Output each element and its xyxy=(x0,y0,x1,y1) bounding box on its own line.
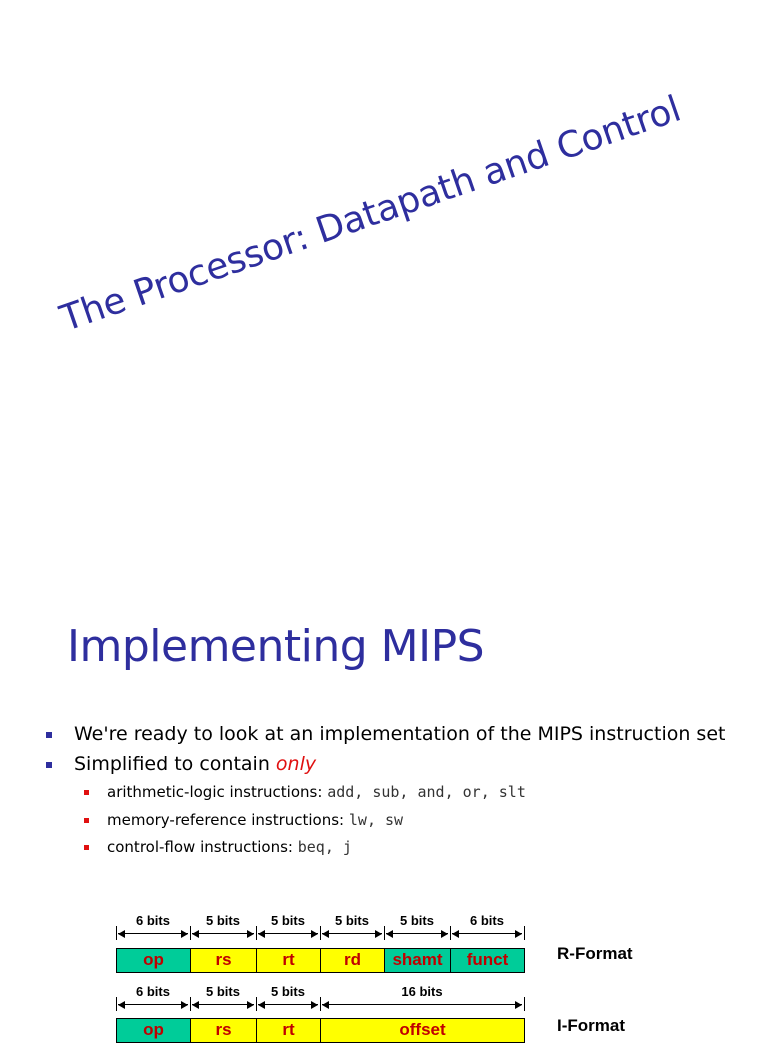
bit-width-label: 6 bits xyxy=(470,913,504,928)
bit-width-label: 5 bits xyxy=(335,913,369,928)
tick-mark xyxy=(450,926,451,940)
tick-mark xyxy=(116,926,117,940)
slide-heading: Implementing MIPS xyxy=(67,621,485,672)
span-arrow xyxy=(386,928,448,940)
span-arrow xyxy=(118,999,188,1011)
field-rd: rd xyxy=(320,948,385,973)
bullet-text: Simplified to contain xyxy=(74,753,276,775)
bit-width-label: 5 bits xyxy=(206,984,240,999)
tick-mark xyxy=(116,997,117,1011)
field-offset: offset xyxy=(320,1018,525,1043)
bullet-emphasis: only xyxy=(275,753,317,775)
field-rs: rs xyxy=(190,1018,257,1043)
tick-mark xyxy=(320,926,321,940)
bit-width-label: 5 bits xyxy=(400,913,434,928)
field-shamt: shamt xyxy=(384,948,451,973)
tick-mark xyxy=(190,926,191,940)
tick-mark xyxy=(524,997,525,1011)
tick-mark xyxy=(256,926,257,940)
tick-mark xyxy=(320,997,321,1011)
field-rt: rt xyxy=(256,948,321,973)
span-arrow xyxy=(258,928,318,940)
bit-width-label: 5 bits xyxy=(271,984,305,999)
tick-mark xyxy=(384,926,385,940)
field-op: op xyxy=(116,1018,191,1043)
tick-mark xyxy=(190,997,191,1011)
bullet-square-icon xyxy=(84,790,89,795)
span-arrow xyxy=(192,999,254,1011)
bullet-square-icon xyxy=(84,845,89,850)
format-name: I-Format xyxy=(557,1016,625,1035)
bit-width-label: 5 bits xyxy=(206,913,240,928)
subbullet-code: beq, j xyxy=(297,838,352,856)
bullet-square-icon xyxy=(46,732,52,738)
span-arrow xyxy=(322,928,382,940)
subbullet-code: lw, sw xyxy=(348,811,404,829)
bit-width-label: 6 bits xyxy=(136,913,170,928)
bullet-text: We're ready to look at an implementation of the MIPS instruction set xyxy=(74,723,726,745)
slide-title: The Processor: Datapath and Control xyxy=(55,88,686,340)
field-funct: funct xyxy=(450,948,525,973)
subbullet-code: add, sub, and, or, slt xyxy=(327,783,526,801)
span-arrow xyxy=(118,928,188,940)
tick-mark xyxy=(256,997,257,1011)
bullet-square-icon xyxy=(46,762,52,768)
subbullet-label: control-flow instructions: xyxy=(107,838,293,856)
bullet-square-icon xyxy=(84,818,89,823)
bit-width-label: 5 bits xyxy=(271,913,305,928)
span-arrow xyxy=(452,928,522,940)
bit-width-label: 16 bits xyxy=(401,984,443,999)
field-op: op xyxy=(116,948,191,973)
span-arrow xyxy=(322,999,522,1011)
subbullet-label: arithmetic-logic instructions: xyxy=(107,783,323,801)
tick-mark xyxy=(524,926,525,940)
bit-width-label: 6 bits xyxy=(136,984,170,999)
format-name: R-Format xyxy=(557,944,633,963)
field-rt: rt xyxy=(256,1018,321,1043)
field-rs: rs xyxy=(190,948,257,973)
span-arrow xyxy=(258,999,318,1011)
slide-implementing-mips xyxy=(0,576,768,1039)
span-arrow xyxy=(192,928,254,940)
subbullet-label: memory-reference instructions: xyxy=(107,811,345,829)
